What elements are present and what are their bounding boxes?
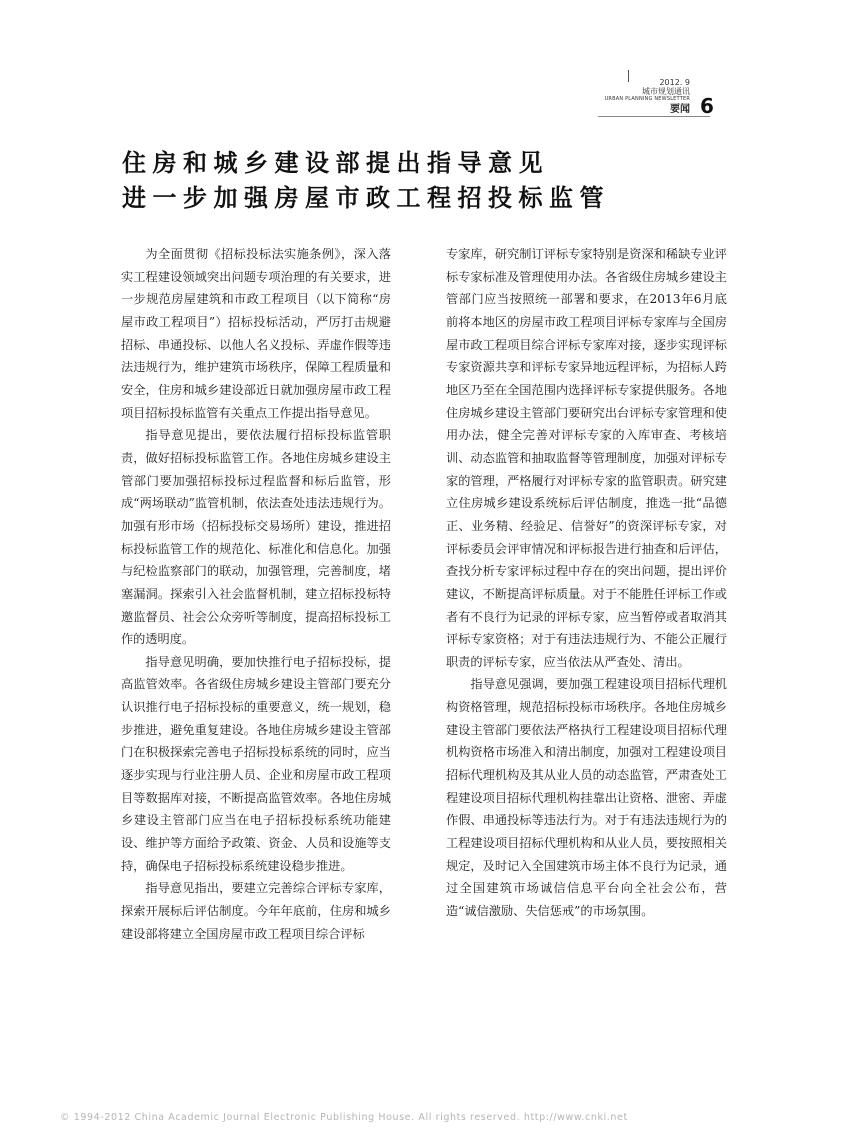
paragraph: 为全面贯彻《招标投标法实施条例》，深入落实工程建设领域突出问题专项治理的有关要求，进一步规范房屋建筑和市政工程项目（以下简称“房屋市政工程项目”）招标投标活动，严厉打击规避招标、串通投标、以他人名义投标、弄虚作假等违法违规行为，维护建筑市场秩序，保障工程质量和安全，住房和城乡建设部近日就加强房屋市政工程项目招标投标监管有关重点工作提出指导意见。 <box>121 247 391 420</box>
issue-number: 2012. 9 <box>659 78 690 87</box>
body-column-right <box>446 243 727 923</box>
masthead-divider <box>598 116 710 117</box>
paragraph: 指导意见强调，要加强工程建设项目招标代理机构资格管理，规范招标投标市场秩序。各地住房城乡建设主管部门要依法严格执行工程建设项目招标代理机构资格市场准入和清出制度，加强对工程建设项目招标代理机构及其从业人员的动态监管，严肃查处工程建设项目招标代理机构挂靠出让资格、泄密、弄虚作假、串通投标等违法行为。对于有违法违规行为的工程建设项目招标代理机构和从业人员，要按照相关规定，及时记入全国建筑市场主体不良行为记录，通过全国建筑市场诚信信息平台向全社会公布，营造“诚信激励、失信惩戒”的市场氛围。 <box>446 677 727 919</box>
article-title-line-1: 住房和城乡建设部提出指导意见 <box>122 149 549 177</box>
section-label: 要闻 <box>670 104 690 115</box>
copyright-footer: © 1994-2012 China Academic Journal Electronic Publishing House. All rights reserved. http://www.cnki.net <box>60 1112 628 1123</box>
paragraph: 指导意见指出，要建立完善综合评标专家库，探索开展标后评估制度。今年年底前，住房和城乡建设部将建立全国房屋市政工程项目综合评标 <box>121 881 391 941</box>
masthead-tick-mark <box>628 70 629 82</box>
journal-name: 城市规划通讯 <box>642 87 690 96</box>
journal-name-english: URBAN PLANNING NEWSLETTER <box>604 96 690 102</box>
page-number: 6 <box>700 94 714 118</box>
paragraph: 指导意见提出，要依法履行招标投标监管职责，做好招标投标监管工作。各地住房城乡建设主管部门要加强招标投标过程监督和标后监管，形成“两场联动”监管机制，依法查处违法违规行为。加强有形市场（招标投标交易场所）建设，推进招标投标监管工作的规范化、标准化和信息化。加强与纪检监察部门的联动，加强管理，完善制度，堵塞漏洞。探索引入社会监督机制，建立招标投标特邀监督员、社会公众旁听等制度，提高招标投标工作的透明度。 <box>121 428 391 647</box>
paragraph: 指导意见明确，要加快推行电子招标投标，提高监管效率。各省级住房城乡建设主管部门要充分认识推行电子招标投标的重要意义，统一规划，稳步推进，避免重复建设。各地住房城乡建设主管部门在积极探索完善电子招标投标系统的同时，应当逐步实现与行业注册人员、企业和房屋市政工程项目等数据库对接，不断提高监管效率。各地住房城乡建设主管部门应当在电子招标投标系统功能建设、维护等方面给予政策、资金、人员和设施等支持，确保电子招标投标系统建设稳步推进。 <box>121 654 391 873</box>
paragraph-continued: 专家库，研究制订评标专家特别是资深和稀缺专业评标专家标准及管理使用办法。各省级住房城乡建设主管部门应当按照统一部署和要求，在2013年6月底前将本地区的房屋市政工程项目评标专家库与全国房屋市政工程项目综合评标专家库对接，逐步实现评标专家资源共享和评标专家异地远程评标，为招标人跨地区乃至在全国范围内选择评标专家提供服务。各地住房城乡建设主管部门要研究出台评标专家管理和使用办法，健全完善对评标专家的入库审查、考核培训、动态监管和抽取监督等管理制度，加强对评标专家的管理，严格履行对评标专家的监管职责。研究建立住房城乡建设系统标后评估制度，推选一批“品德正、业务精、经验足、信誉好”的资深评标专家，对评标委员会评审情况和评标报告进行抽查和后评估，查找分析专家评标过程中存在的突出问题，提出评价建议，不断提高评标质量。对于不能胜任评标工作或者有不良行为记录的评标专家，应当暂停或者取消其评标专家资格；对于有违法违规行为、不能公正履行职责的评标专家，应当依法从严查处、清出。 <box>446 247 727 669</box>
body-column-left <box>121 243 391 945</box>
article-title-line-2: 进一步加强房屋市政工程招投标监管 <box>122 184 610 212</box>
